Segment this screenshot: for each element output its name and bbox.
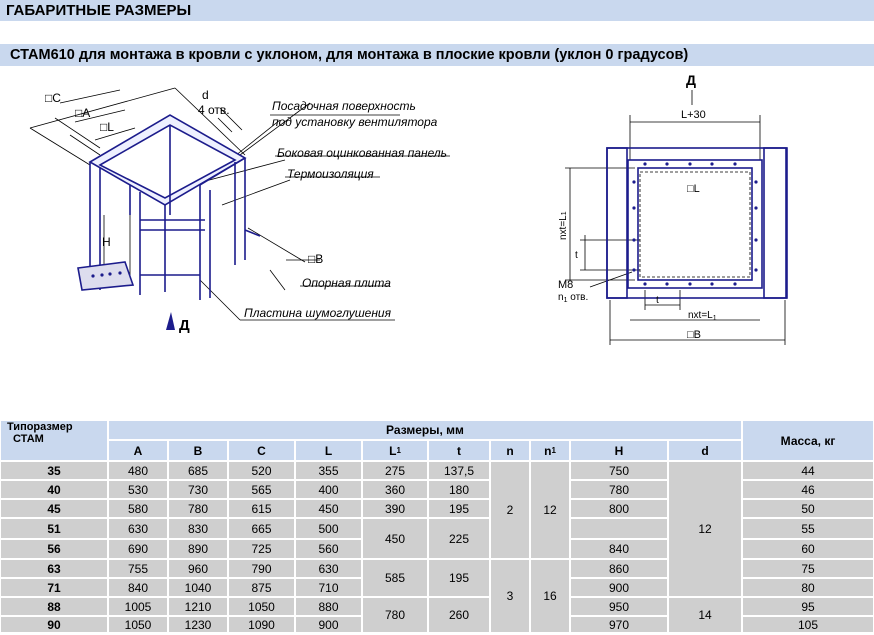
row-90-b: 1230 xyxy=(169,617,227,632)
plan-label-nxt-vertical: nxt=L1 xyxy=(558,211,569,240)
row-71-mass: 80 xyxy=(743,579,873,596)
row-90-c: 1090 xyxy=(229,617,294,632)
row-51-mass: 55 xyxy=(743,519,873,538)
header-dimensions: Размеры, мм xyxy=(109,421,741,439)
row-63-b: 960 xyxy=(169,560,227,577)
row-45-c: 615 xyxy=(229,500,294,517)
callout-silencer-plate: Пластина шумоглушения xyxy=(244,306,392,320)
row-56-a: 690 xyxy=(109,540,167,558)
header-col-l xyxy=(296,441,361,460)
row-71-b: 1040 xyxy=(169,579,227,596)
cell-l1-1: 360 xyxy=(363,481,427,498)
page-title: ГАБАРИТНЫЕ РАЗМЕРЫ xyxy=(0,0,874,21)
cell-n1-1: 16 xyxy=(531,560,569,632)
row-63-c: 790 xyxy=(229,560,294,577)
plan-label-m8: M8 xyxy=(558,279,574,291)
header-col-t xyxy=(429,441,489,460)
header-col-b xyxy=(169,441,227,460)
row-56-mass: 60 xyxy=(743,540,873,558)
header-col-b-label: B xyxy=(193,443,203,458)
header-col-n1-label: n xyxy=(544,443,552,458)
row-71-a: 840 xyxy=(109,579,167,596)
row-40-b: 730 xyxy=(169,481,227,498)
row-56-c: 725 xyxy=(229,540,294,558)
iso-label-l: □L xyxy=(100,120,114,134)
cell-l1-5: 780 xyxy=(363,598,427,632)
row-71-c: 875 xyxy=(229,579,294,596)
row-45-mass: 50 xyxy=(743,500,873,517)
cell-n-1: 3 xyxy=(491,560,529,632)
row-40-c: 565 xyxy=(229,481,294,498)
iso-label-c: □C xyxy=(45,91,61,105)
row-88-b: 1210 xyxy=(169,598,227,615)
callout-base-plate: Опорная плита xyxy=(302,276,391,290)
iso-view-label: Д xyxy=(179,317,190,334)
header-col-l1-label: L xyxy=(389,443,397,458)
row-90-a: 1050 xyxy=(109,617,167,632)
plan-label-t-horizontal: t xyxy=(656,295,659,306)
cell-h-3 xyxy=(571,519,667,538)
header-col-c-label: C xyxy=(257,443,266,458)
row-51-b: 830 xyxy=(169,519,227,538)
row-45-l: 450 xyxy=(296,500,361,517)
row-90-size: 90 xyxy=(1,617,107,632)
row-40-mass: 46 xyxy=(743,481,873,498)
header-mass: Масса, кг xyxy=(743,421,873,460)
row-63-a: 755 xyxy=(109,560,167,577)
row-35-c: 520 xyxy=(229,462,294,479)
header-col-l1-subscript: 1 xyxy=(396,446,401,455)
callout-insulation: Термоизоляция xyxy=(287,167,374,181)
row-45-a: 580 xyxy=(109,500,167,517)
section-subtitle: СТАМ610 для монтажа в кровли с уклоном, для монтажа в плоские кровли (уклон 0 градусов) xyxy=(0,44,874,66)
cell-n1-0: 12 xyxy=(531,462,569,558)
row-88-l: 880 xyxy=(296,598,361,615)
cell-t-3: 225 xyxy=(429,519,489,558)
header-col-h-label: H xyxy=(614,443,624,458)
cell-t-2: 195 xyxy=(429,500,489,517)
cell-h-5: 860 xyxy=(571,560,667,577)
header-col-a-label: A xyxy=(133,443,143,458)
plan-label-n1-holes: $n_1$ отв. xyxy=(558,292,589,304)
plan-label-l30: L+30 xyxy=(681,109,706,121)
row-35-b: 685 xyxy=(169,462,227,479)
header-type-line2: СТАМ xyxy=(13,433,44,445)
row-40-a: 530 xyxy=(109,481,167,498)
row-56-l: 560 xyxy=(296,540,361,558)
row-63-size: 63 xyxy=(1,560,107,577)
header-col-d-label: d xyxy=(701,443,709,458)
cell-l1-2: 390 xyxy=(363,500,427,517)
callout-mount-surface-2: под установку вентилятора xyxy=(272,115,438,129)
header-col-n xyxy=(491,441,529,460)
row-35-l: 355 xyxy=(296,462,361,479)
row-35-size: 35 xyxy=(1,462,107,479)
row-63-l: 630 xyxy=(296,560,361,577)
iso-label-b: □B xyxy=(308,252,324,266)
plan-label-t-vertical: t xyxy=(575,250,578,261)
row-35-mass: 44 xyxy=(743,462,873,479)
header-col-l1 xyxy=(363,441,427,460)
cell-h-0: 750 xyxy=(571,462,667,479)
callout-side-panel: Боковая оцинкованная панель xyxy=(277,146,447,160)
row-40-size: 40 xyxy=(1,481,107,498)
header-col-a xyxy=(109,441,167,460)
row-88-size: 88 xyxy=(1,598,107,615)
cell-h-4: 840 xyxy=(571,540,667,558)
header-type-line1: Типоразмер xyxy=(7,421,73,433)
row-51-c: 665 xyxy=(229,519,294,538)
header-col-n-label: n xyxy=(506,443,514,458)
row-56-size: 56 xyxy=(1,540,107,558)
row-56-b: 890 xyxy=(169,540,227,558)
iso-label-h: H xyxy=(102,235,111,249)
row-88-mass: 95 xyxy=(743,598,873,615)
cell-t-0: 137,5 xyxy=(429,462,489,479)
row-51-a: 630 xyxy=(109,519,167,538)
iso-label-holes: 4 отв. xyxy=(198,103,230,117)
cell-t-4: 195 xyxy=(429,560,489,596)
header-col-d xyxy=(669,441,741,460)
cell-d-1: 14 xyxy=(669,598,741,632)
cell-h-1: 780 xyxy=(571,481,667,498)
callout-mount-surface: Посадочная поверхность xyxy=(272,99,416,113)
row-71-l: 710 xyxy=(296,579,361,596)
plan-label-b: □B xyxy=(687,329,701,341)
row-40-l: 400 xyxy=(296,481,361,498)
header-col-n1 xyxy=(531,441,569,460)
cell-l1-3: 450 xyxy=(363,519,427,558)
cell-l1-4: 585 xyxy=(363,560,427,596)
iso-label-d: d xyxy=(202,88,209,102)
cell-h-7: 950 xyxy=(571,598,667,615)
header-col-l-label: L xyxy=(324,443,333,458)
row-35-a: 480 xyxy=(109,462,167,479)
cell-h-8: 970 xyxy=(571,617,667,632)
plan-label-nxt-horizontal: $nxt=L_1$ xyxy=(688,310,717,322)
row-63-mass: 75 xyxy=(743,560,873,577)
header-type xyxy=(1,421,107,460)
cell-t-1: 180 xyxy=(429,481,489,498)
cell-d-0: 12 xyxy=(669,462,741,596)
row-90-mass: 105 xyxy=(743,617,873,632)
cell-h-2: 800 xyxy=(571,500,667,517)
cell-n-0: 2 xyxy=(491,462,529,558)
header-col-c xyxy=(229,441,294,460)
row-88-a: 1005 xyxy=(109,598,167,615)
header-col-n1-subscript: 1 xyxy=(551,446,556,455)
plan-label-l: □L xyxy=(687,183,700,195)
row-51-size: 51 xyxy=(1,519,107,538)
header-col-h xyxy=(571,441,667,460)
cell-l1-0: 275 xyxy=(363,462,427,479)
cell-h-6: 900 xyxy=(571,579,667,596)
plan-view-label: Д xyxy=(686,72,696,88)
row-71-size: 71 xyxy=(1,579,107,596)
header-col-t-label: t xyxy=(457,443,461,458)
row-88-c: 1050 xyxy=(229,598,294,615)
iso-label-a: □A xyxy=(75,106,91,120)
row-45-b: 780 xyxy=(169,500,227,517)
row-45-size: 45 xyxy=(1,500,107,517)
row-51-l: 500 xyxy=(296,519,361,538)
row-90-l: 900 xyxy=(296,617,361,632)
cell-t-5: 260 xyxy=(429,598,489,632)
